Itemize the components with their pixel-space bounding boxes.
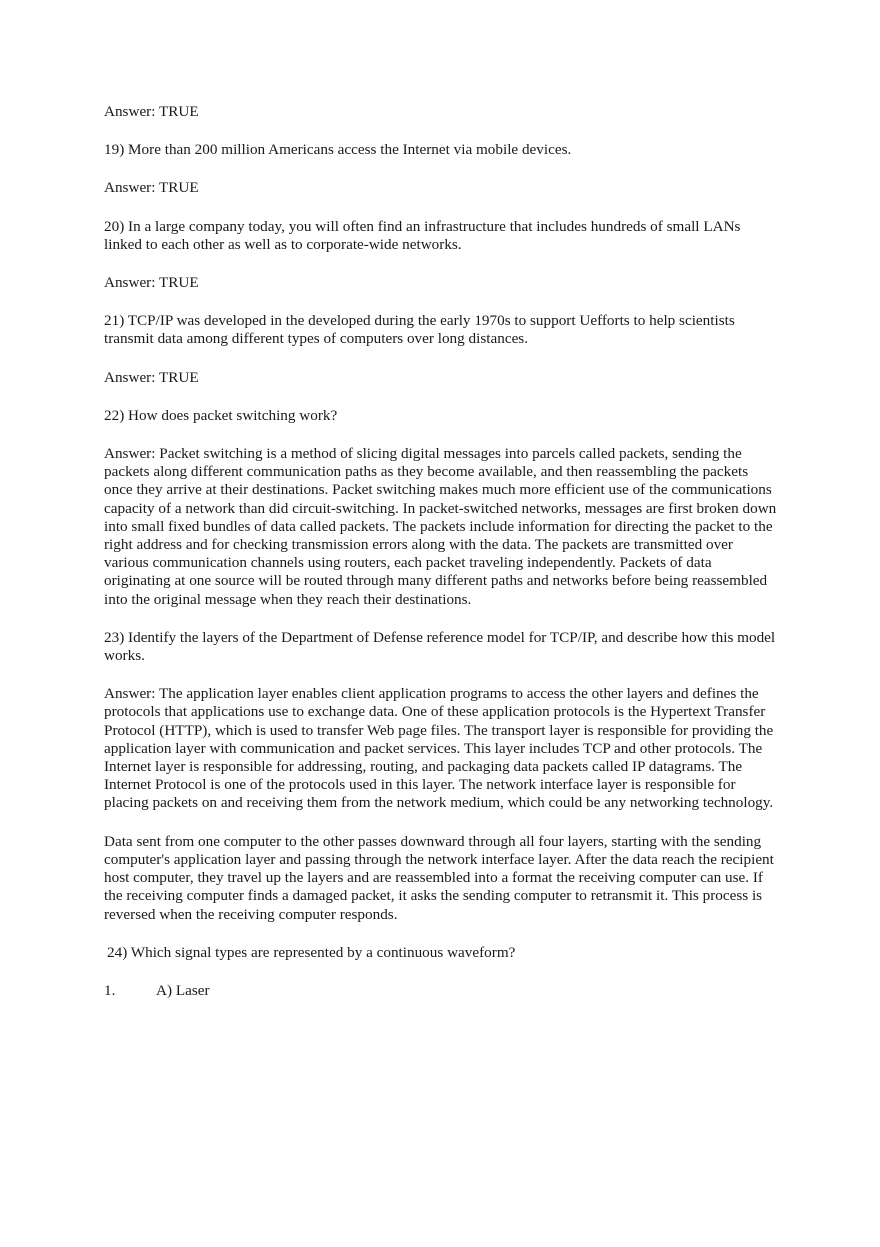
answer-20: Answer: TRUE bbox=[104, 274, 199, 292]
list-item bbox=[104, 982, 780, 1000]
question-19: 19) More than 200 million Americans access the Internet via mobile devices. bbox=[104, 141, 572, 159]
answer-22: Answer: Packet switching is a method of slicing digital messages into parcels called packets, sending the packets along different communication paths as they become available, and then reassembling the packets once they arrive at their destinations. Packet switching makes much more efficient use of the communications capacity of a network than did circuit-switching. In packet-switched networks, messages are first broken down into small fixed bundles of data called packets. The packets include information for directing the packet to the right address and for checking transmission errors along with the data. The packets are transmitted over various communication channels using routers, each packet traveling independently. Packets of data originating at one source will be routed through many different paths and networks before being reassembled into the original message when they reach their destinations. bbox=[104, 445, 777, 608]
list-item-number: 1. bbox=[104, 981, 116, 999]
question-22: 22) How does packet switching work? bbox=[104, 406, 338, 424]
answer-23-paragraph-2: Data sent from one computer to the other passes downward through all four layers, starting with the sending computer's application layer and passing through the network interface layer. After the data reach the recipient host computer, they travel up the layers and are reassembled into a format the receiving computer can use. If the receiving computer finds a damaged packet, it asks the sending computer to retransmit it. This process is reversed when the receiving computer responds. bbox=[104, 832, 774, 923]
question-23: 23) Identify the layers of the Department of Defense reference model for TCP/IP, and describe how this model works. bbox=[104, 628, 776, 665]
list-item-text: A) Laser bbox=[156, 981, 210, 999]
question-24: 24) Which signal types are represented by a continuous waveform? bbox=[107, 943, 516, 961]
answer-18: Answer: TRUE bbox=[104, 103, 199, 120]
answer-23-paragraph-1: Answer: The application layer enables client application programs to access the other layers and defines the protocols that applications use to exchange data. One of these application protocols is the Hypertext Transfer Protocol (HTTP), which is used to transfer Web page files. The transport layer is responsible for providing the application layer with communication and packet services. This layer includes TCP and other protocols. The Internet layer is responsible for addressing, routing, and packaging data packets called IP datagrams. The Internet Protocol is one of the protocols used in this layer. The network interface layer is responsible for placing packets on and receiving them from the network medium, which could be any networking technology. bbox=[104, 685, 774, 812]
document-page bbox=[104, 103, 780, 1000]
question-20: 20) In a large company today, you will often find an infrastructure that includes hundreds of small LANs linked to each other as well as to corporate-wide networks. bbox=[104, 217, 741, 253]
answer-21: Answer: TRUE bbox=[104, 368, 199, 386]
question-21: 21) TCP/IP was developed in the developed during the early 1970s to support Uefforts to help scientists transmit data among different types of computers over long distances. bbox=[104, 312, 735, 348]
answer-19: Answer: TRUE bbox=[104, 179, 199, 197]
